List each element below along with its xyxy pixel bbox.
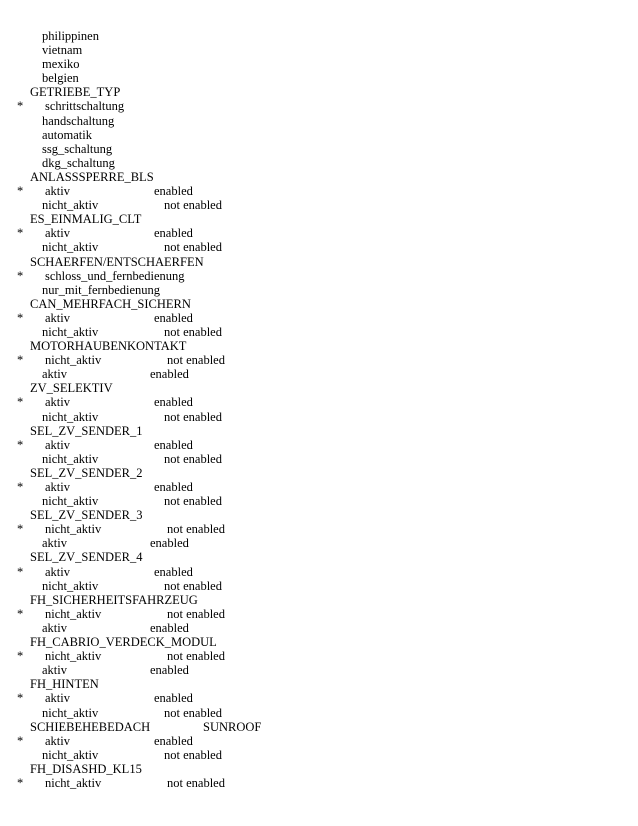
- selected-marker: *: [17, 268, 24, 283]
- option-status: not enabled: [164, 578, 222, 593]
- parameter-header-line: [0, 635, 638, 649]
- option-value: aktiv: [45, 564, 70, 579]
- option-status: enabled: [150, 367, 189, 382]
- option-status: not enabled: [164, 240, 222, 255]
- parameter-header-line: [0, 508, 638, 522]
- parameter-header-line: [0, 170, 638, 184]
- parameter-name: MOTORHAUBENKONTAKT: [30, 339, 187, 354]
- option-line: [0, 607, 638, 621]
- option-value: nicht_aktiv: [42, 409, 99, 424]
- option-value: dkg_schaltung: [42, 155, 115, 170]
- option-line: [0, 99, 638, 113]
- option-line: [0, 71, 638, 85]
- option-line: [0, 311, 638, 325]
- parameter-header-line: [0, 212, 638, 226]
- parameter-name: FH_HINTEN: [30, 677, 99, 692]
- parameter-name: FH_DISASHD_KL15: [30, 761, 142, 776]
- document-body: [0, 29, 638, 790]
- option-value: aktiv: [42, 536, 67, 551]
- option-value: nicht_aktiv: [45, 775, 102, 790]
- option-status: enabled: [154, 437, 193, 452]
- option-line: [0, 621, 638, 635]
- option-value: mexiko: [42, 57, 80, 72]
- option-value: aktiv: [42, 367, 67, 382]
- parameter-name: ZV_SELEKTIV: [30, 381, 113, 396]
- selected-marker: *: [17, 184, 24, 199]
- option-status: not enabled: [164, 747, 222, 762]
- option-line: [0, 142, 638, 156]
- option-line: [0, 649, 638, 663]
- option-value: nicht_aktiv: [42, 198, 99, 213]
- selected-marker: *: [17, 564, 24, 579]
- parameter-header-line: [0, 720, 638, 734]
- option-line: [0, 565, 638, 579]
- parameter-name: FH_SICHERHEITSFAHRZEUG: [30, 592, 198, 607]
- option-line: [0, 734, 638, 748]
- parameter-name: SEL_ZV_SENDER_2: [30, 465, 143, 480]
- parameter-header-line: [0, 255, 638, 269]
- option-value: nicht_aktiv: [45, 649, 102, 664]
- option-line: [0, 226, 638, 240]
- option-line: [0, 156, 638, 170]
- parameter-name: SEL_ZV_SENDER_4: [30, 550, 143, 565]
- option-line: [0, 29, 638, 43]
- option-status: enabled: [154, 564, 193, 579]
- parameter-name: SCHAERFEN/ENTSCHAERFEN: [30, 254, 204, 269]
- parameter-name: CAN_MEHRFACH_SICHERN: [30, 296, 191, 311]
- option-status: enabled: [154, 480, 193, 494]
- option-status: enabled: [150, 536, 189, 551]
- option-line: [0, 452, 638, 466]
- parameter-name: SEL_ZV_SENDER_1: [30, 423, 143, 438]
- option-status: not enabled: [167, 353, 225, 368]
- option-line: [0, 663, 638, 677]
- option-status: not enabled: [164, 705, 222, 720]
- selected-marker: *: [17, 395, 24, 410]
- option-line: [0, 579, 638, 593]
- option-status: not enabled: [167, 649, 225, 664]
- selected-marker: *: [17, 691, 24, 706]
- parameter-header-line: [0, 677, 638, 691]
- option-line: [0, 748, 638, 762]
- option-line: [0, 395, 638, 409]
- option-value: schloss_und_fernbedienung: [45, 268, 185, 283]
- option-status: not enabled: [164, 324, 222, 339]
- parameter-alias: SUNROOF: [203, 719, 262, 734]
- option-value: schrittschaltung: [45, 99, 125, 114]
- selected-marker: *: [17, 226, 24, 241]
- option-value: nicht_aktiv: [42, 451, 99, 466]
- option-value: nicht_aktiv: [42, 324, 99, 339]
- selected-marker: *: [17, 480, 24, 494]
- option-line: [0, 706, 638, 720]
- option-value: nur_mit_fernbedienung: [42, 282, 161, 297]
- parameter-name: GETRIEBE_TYP: [30, 85, 121, 100]
- option-value: automatik: [42, 127, 92, 142]
- parameter-header-line: [0, 762, 638, 776]
- parameter-header-line: [0, 424, 638, 438]
- option-line: [0, 522, 638, 536]
- option-line: [0, 114, 638, 128]
- parameter-name: SEL_ZV_SENDER_3: [30, 508, 143, 523]
- option-status: enabled: [154, 733, 193, 748]
- option-value: aktiv: [42, 620, 67, 635]
- option-value: nicht_aktiv: [42, 578, 99, 593]
- selected-marker: *: [17, 606, 24, 621]
- option-status: enabled: [154, 395, 193, 410]
- option-value: aktiv: [45, 226, 70, 241]
- option-line: [0, 353, 638, 367]
- option-line: [0, 480, 638, 494]
- option-value: handschaltung: [42, 113, 115, 128]
- option-line: [0, 691, 638, 705]
- parameter-name: FH_CABRIO_VERDECK_MODUL: [30, 635, 217, 650]
- selected-marker: *: [17, 99, 24, 114]
- option-status: not enabled: [164, 494, 222, 509]
- selected-marker: *: [17, 437, 24, 452]
- option-value: aktiv: [45, 437, 70, 452]
- option-line: [0, 198, 638, 212]
- parameter-header-line: [0, 381, 638, 395]
- parameter-header-line: [0, 297, 638, 311]
- parameter-header-line: [0, 339, 638, 353]
- option-value: nicht_aktiv: [42, 747, 99, 762]
- option-value: nicht_aktiv: [42, 240, 99, 255]
- option-status: not enabled: [167, 606, 225, 621]
- option-line: [0, 269, 638, 283]
- option-status: not enabled: [167, 522, 225, 537]
- option-value: vietnam: [42, 43, 83, 58]
- option-status: not enabled: [164, 409, 222, 424]
- option-line: [0, 128, 638, 142]
- option-status: not enabled: [164, 198, 222, 213]
- selected-marker: *: [17, 353, 24, 368]
- option-status: enabled: [150, 620, 189, 635]
- option-value: nicht_aktiv: [45, 522, 102, 537]
- option-status: enabled: [154, 226, 193, 241]
- option-value: aktiv: [42, 663, 67, 678]
- option-line: [0, 410, 638, 424]
- option-line: [0, 43, 638, 57]
- parameter-name: ES_EINMALIG_CLT: [30, 212, 142, 227]
- option-line: [0, 240, 638, 254]
- option-value: ssg_schaltung: [42, 141, 113, 156]
- selected-marker: *: [17, 522, 24, 537]
- option-line: [0, 776, 638, 790]
- selected-marker: *: [17, 649, 24, 664]
- parameter-header-line: [0, 550, 638, 564]
- option-line: [0, 536, 638, 550]
- selected-marker: *: [17, 733, 24, 748]
- option-value: aktiv: [45, 310, 70, 325]
- option-value: aktiv: [45, 184, 70, 199]
- selected-marker: *: [17, 775, 24, 790]
- option-line: [0, 325, 638, 339]
- option-status: enabled: [154, 310, 193, 325]
- option-status: not enabled: [164, 451, 222, 466]
- option-line: [0, 283, 638, 297]
- option-line: [0, 57, 638, 71]
- option-line: [0, 494, 638, 508]
- option-value: nicht_aktiv: [42, 494, 99, 509]
- option-value: nicht_aktiv: [42, 705, 99, 720]
- option-status: enabled: [154, 691, 193, 706]
- parameter-name: ANLASSSPERRE_BLS: [30, 169, 154, 184]
- option-value: aktiv: [45, 480, 70, 494]
- option-status: enabled: [150, 663, 189, 678]
- option-line: [0, 438, 638, 452]
- option-value: philippinen: [42, 29, 99, 43]
- parameter-name: SCHIEBEHEBEDACH: [30, 719, 151, 734]
- option-value: aktiv: [45, 733, 70, 748]
- parameter-header-line: [0, 85, 638, 99]
- option-line: [0, 367, 638, 381]
- option-value: nicht_aktiv: [45, 606, 102, 621]
- option-value: aktiv: [45, 691, 70, 706]
- selected-marker: *: [17, 310, 24, 325]
- option-value: belgien: [42, 71, 79, 86]
- parameter-header-line: [0, 466, 638, 480]
- option-value: nicht_aktiv: [45, 353, 102, 368]
- option-status: enabled: [154, 184, 193, 199]
- option-status: not enabled: [167, 775, 225, 790]
- option-line: [0, 184, 638, 198]
- parameter-header-line: [0, 593, 638, 607]
- option-value: aktiv: [45, 395, 70, 410]
